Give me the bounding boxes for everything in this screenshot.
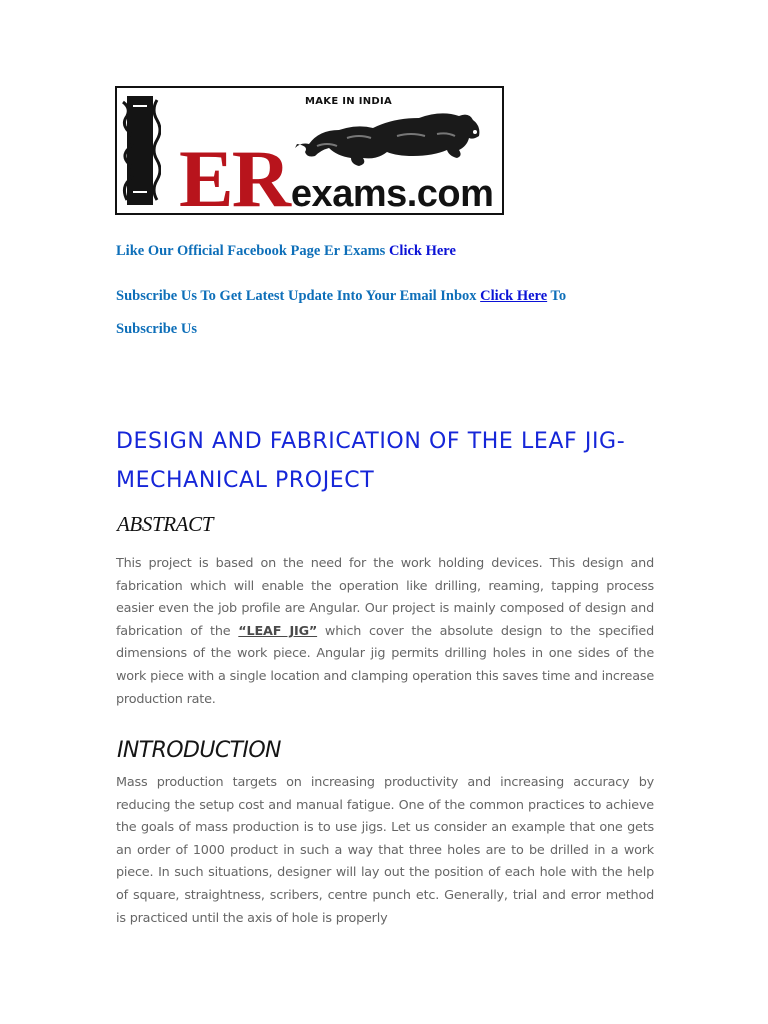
introduction-heading: INTRODUCTION xyxy=(117,738,281,763)
leaf-jig-emphasis: “LEAF JIG” xyxy=(238,623,318,639)
logo-tagline: MAKE IN INDIA xyxy=(305,96,393,107)
facebook-click-here-link[interactable]: Click Here xyxy=(388,243,456,259)
logo-wordmark xyxy=(179,133,494,215)
facebook-promo-text: Like Our Official Facebook Page Er Exams xyxy=(116,243,389,259)
logo-er-text: ER xyxy=(179,133,289,215)
subscribe-promo xyxy=(116,288,566,305)
abstract-heading: ABSTRACT xyxy=(117,512,213,536)
subscribe-promo-line2: Subscribe Us xyxy=(116,321,197,337)
abstract-text-after: which cover the absolute design to the specified dimensions of the work piece. Angular jig permits drilling holes in one sides of the work piece with a single location and clamping operation this saves time and increase production rate. xyxy=(116,623,654,707)
introduction-paragraph: Mass production targets on increasing productivity and increasing accuracy by reducing the setup cost and manual fatigue. One of the common practices to achieve the goals of mass production is to use jigs. Let us consider an example that one gets an order of 1000 product in such a way that three holes are to be drilled in a work piece. In such situations, designer will lay out the position of each hole with the help of square, straightness, scribers, centre punch etc. Generally, trial and error method is practiced until the axis of hole is properly xyxy=(116,775,654,926)
facebook-promo xyxy=(116,243,456,260)
subscribe-promo-text: Subscribe Us To Get Latest Update Into Your Email Inbox xyxy=(116,288,481,304)
subscribe-promo-tail: To xyxy=(547,288,567,304)
subscribe-click-here-link[interactable]: Click Here xyxy=(480,288,548,304)
ornament-frame-icon xyxy=(121,92,161,209)
logo-exams-text: exams.com xyxy=(290,173,494,215)
erexams-logo[interactable] xyxy=(115,86,504,215)
document-title: DESIGN AND FABRICATION OF THE LEAF JIG- MECHANICAL PROJECT xyxy=(116,429,626,493)
abstract-text-before: This project is based on the need for the work holding devices. This design and fabrication which will enable the operation like drilling, reaming, tapping process easier even the job profile are Angular. Our project is mainly composed of design and fabrication of the xyxy=(116,556,654,639)
abstract-paragraph xyxy=(116,553,654,711)
